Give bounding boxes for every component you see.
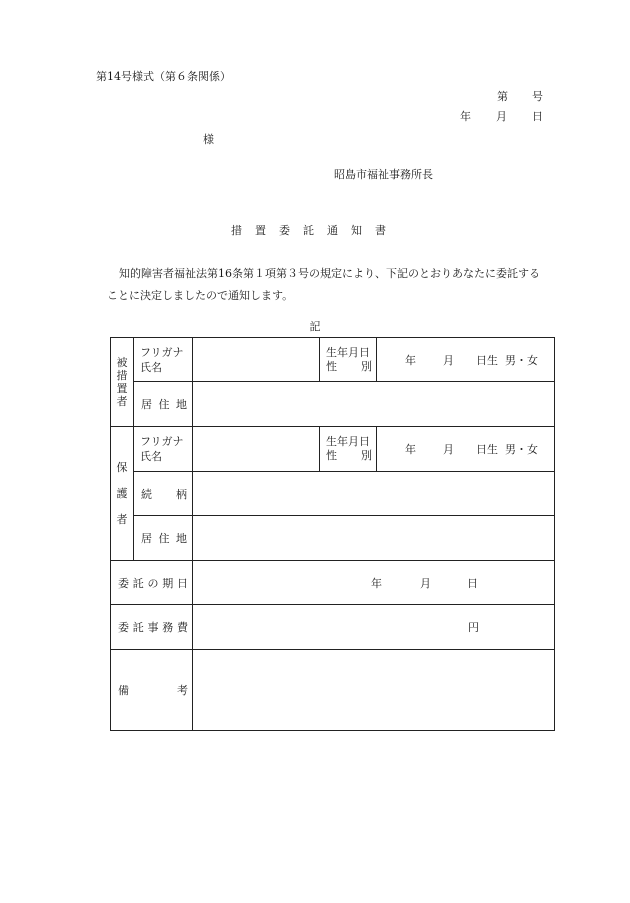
body-text-line-1: 知的障害者福祉法第16条第１項第３号の規定により、下記のとおりあなたに委託する	[119, 267, 540, 280]
remarks-row	[111, 650, 555, 731]
cost-row	[111, 605, 555, 650]
sender: 昭島市福祉事務所長	[334, 168, 433, 181]
person-group-label: 被 措 置 者	[111, 338, 134, 427]
guardian-relation-label: 続 柄	[134, 472, 193, 516]
body-text-line-2: ことに決定しましたので通知します。	[107, 289, 294, 302]
person-name-field[interactable]	[193, 338, 320, 382]
remarks-label: 備 考	[111, 650, 193, 731]
document-date	[460, 108, 543, 124]
guardian-relation-row	[111, 472, 555, 516]
person-name-row	[111, 338, 555, 382]
period-label: 委 託 の 期 日	[111, 561, 193, 605]
guardian-address-row	[111, 516, 555, 561]
person-address-field[interactable]	[193, 382, 555, 427]
doc-date-month: 月	[496, 110, 507, 123]
person-sex-options: 男・女	[505, 353, 538, 367]
cost-label: 委 託 事 務 費	[111, 605, 193, 650]
guardian-birth-sex-label: 生年月日 性 別	[320, 427, 377, 472]
remarks-field[interactable]	[193, 650, 555, 731]
period-month: 月	[420, 576, 431, 590]
cost-unit: 円	[468, 621, 479, 634]
guardian-name-field[interactable]	[193, 427, 320, 472]
doc-number-dai: 第	[497, 90, 508, 103]
period-year: 年	[371, 576, 382, 590]
document-number	[497, 88, 543, 104]
guardian-address-label: 居 住 地	[134, 516, 193, 561]
form-label: 第14号様式（第６条関係）	[96, 70, 231, 83]
person-birth-sex-label: 生年月日 性 別	[320, 338, 377, 382]
person-name-label: フリガナ 氏名	[134, 338, 193, 382]
guardian-name-row	[111, 427, 555, 472]
cost-field[interactable]	[193, 605, 555, 650]
guardian-name-label: フリガナ 氏名	[134, 427, 193, 472]
guardian-relation-field[interactable]	[193, 472, 555, 516]
entrustment-table	[110, 337, 555, 731]
doc-number-go: 号	[532, 90, 543, 103]
guardian-address-field[interactable]	[193, 516, 555, 561]
doc-date-year: 年	[460, 110, 471, 123]
doc-date-day: 日	[532, 110, 543, 123]
document-title: 措置委託通知書	[231, 224, 399, 237]
guardian-group-label: 保 護 者	[111, 427, 134, 561]
person-birth-sex-field[interactable]: 年 月 日生 男・女	[377, 338, 555, 382]
guardian-sex-options: 男・女	[505, 443, 538, 456]
person-address-row	[111, 382, 555, 427]
period-day: 日	[467, 576, 478, 590]
period-row	[111, 561, 555, 605]
ki-mark: 記	[309, 320, 321, 333]
addressee-suffix: 様	[203, 133, 214, 146]
person-address-label: 居 住 地	[134, 382, 193, 427]
guardian-birth-sex-field[interactable]: 年 月 日生 男・女	[377, 427, 555, 472]
period-field[interactable]	[193, 561, 555, 605]
